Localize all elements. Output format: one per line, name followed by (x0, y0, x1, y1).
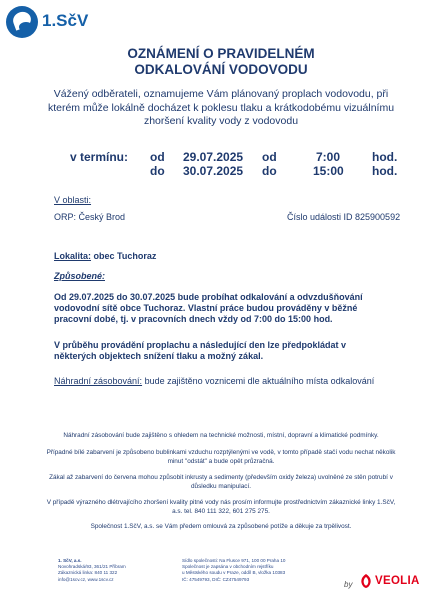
term-row2-prep: do (150, 164, 165, 178)
note-1: Náhradní zásobování bude zajištěno s ohledem na technické možnosti, místní, dopravní a klimatické podmínky. (63, 432, 379, 439)
method-label: Způsobené: (54, 271, 105, 281)
term-row1-time: 7:00 (316, 150, 341, 164)
water-drop-logo-icon (6, 6, 38, 38)
footer-col-2 (182, 558, 285, 583)
footer-col1-line1: 1. SčV, a.s. (58, 558, 82, 563)
veolia-logo-icon (358, 573, 374, 589)
footer-col2-line4: IČ: 47549793, DIČ: CZ47549793 (182, 576, 250, 582)
term-row1-prep: od (150, 150, 165, 164)
page-title (0, 46, 442, 78)
footer-col2-line1: Sídlo společnosti: Na Flusce 971, 100 00 Praha 10 (182, 558, 286, 563)
event-number: Číslo události ID 825900592 (287, 212, 401, 222)
title-line-1: OZNÁMENÍ O PRAVIDELNÉM (127, 46, 315, 61)
term-row1-unit: hod. (372, 150, 398, 164)
note-3: Zákal až zabarvení do červena mohou způsobit inkrusty a sedimenty (především oxidy železa) uvolněné ze stěn potrubí v důsledku manipulací. (49, 474, 393, 490)
locality-label: Lokalita: (54, 251, 92, 261)
term-row1-prep2: od (262, 150, 277, 164)
supply-label: Náhradní zásobování: (54, 376, 143, 386)
footer-col2-line3: u Městského soudu v Praze, oddíl B, vložka 10383 (182, 570, 286, 576)
footer-col2-line2: Společnost je zapsána v obchodním rejstříku (182, 564, 274, 570)
footer-col1-line3: Zákaznická linka: 840 11 322 (58, 570, 118, 576)
body-paragraph-2: V průběhu provádění proplachu a následující den lze předpokládat v některých objektech snížení tlaku a možný zákal. (54, 340, 347, 361)
veolia-logo-text: VEOLIA (375, 575, 420, 587)
supply-value: bude zajištěno voznicemi dle aktuálního místa odkalování (144, 376, 375, 386)
note-2: Případné bílé zabarvení je způsobeno bublinkami vzduchu rozptýlenými ve vodě, v tomto případě stačí vodu nechat několik minut "odstát" a bude opět průzračná. (46, 449, 396, 465)
area-label: V oblasti: (54, 195, 92, 205)
intro-text: Vážený odběrateli, oznamujeme Vám plánovaný proplach vodovodu, při kterém může lokálně docházet k poklesu tlaku a krátkodobému vizuálnímu zhoršení kvality vody z vodovodu (47, 88, 395, 127)
locality-value: obec Tuchoraz (93, 251, 157, 261)
term-row2-date: 30.07.2025 (183, 164, 244, 178)
footer-col-1 (58, 558, 126, 583)
title-line-2: ODKALOVÁNÍ VODOVODU (134, 62, 308, 77)
footer-col1-line2: Novohradská/93, 361/21 Příbram (58, 564, 126, 570)
note-4: V případě výrazného dlétrvajícího zhoršení kvality pitné vody nás prosím informujte prostřednictvím zákaznické linky 1.SčV, a.s. tel. 840 111 322, 601 275 275. (46, 499, 396, 515)
term-row2-prep2: do (262, 164, 277, 178)
logo-text: 1.SčV (42, 11, 89, 30)
company-logo (6, 6, 126, 40)
orp-text: ORP: Český Brod (54, 212, 126, 222)
term-row2-unit: hod. (372, 164, 398, 178)
note-5: Společnost 1.SčV, a.s. se Vám předem omlouvá za způsobené potíže a děkuje za trpělivost. (90, 523, 352, 530)
veolia-by-text: by (344, 580, 353, 589)
term-label: v termínu: (70, 150, 129, 164)
term-row1-date: 29.07.2025 (183, 150, 244, 164)
body-paragraph-1: Od 29.07.2025 do 30.07.2025 bude probíhat odkalování a odvzdušňování vodovodní sítě obce Tuchoraz. Vlastní práce budou prováděny v běžné pracovní dobé, tj. v pracovních dnech vždy od 7:00 do 15:00 hod. (54, 292, 363, 324)
locality-line (54, 251, 156, 261)
term-row2-time: 15:00 (313, 164, 344, 178)
footer-col1-line4: info@1scv.cz, www.1scv.cz (58, 576, 114, 582)
supply-line (54, 376, 374, 386)
